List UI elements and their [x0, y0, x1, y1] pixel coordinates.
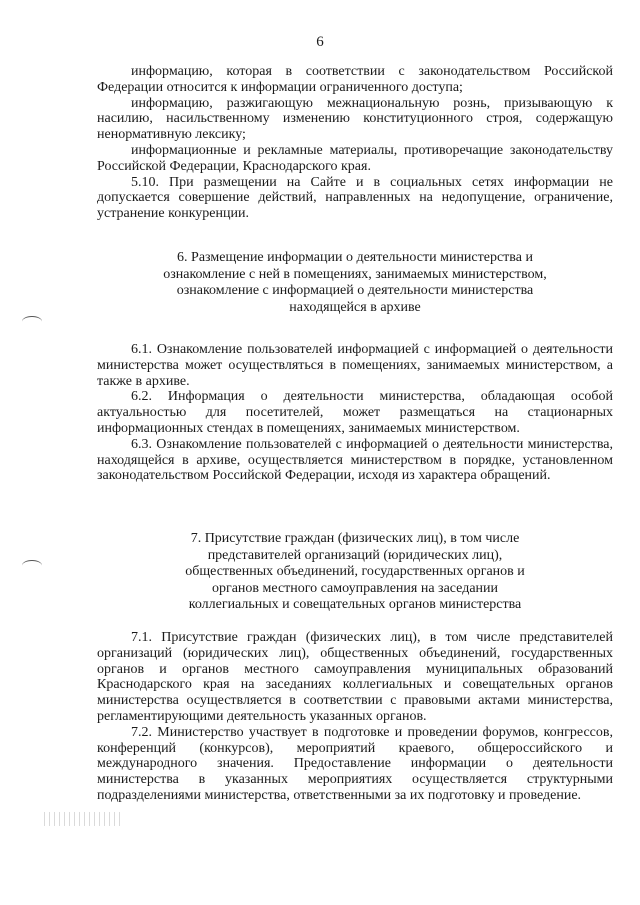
paragraph: 6.3. Ознакомление пользователей с информацией о деятельности министерства, находящейся в архиве, осуществляется министерством в порядке, установленном законодательством Российской Федерации, исходя из характера обращений. [97, 436, 613, 484]
heading-line: находящейся в архиве [289, 299, 421, 315]
scan-noise [44, 812, 122, 826]
binder-hole-mark [22, 560, 42, 571]
heading-line: 6. Размещение информации о деятельности министерства и [177, 250, 533, 265]
paragraph: информацию, которая в соответствии с законодательством Российской Федерации относится к информации ограниченного доступа; [97, 64, 613, 95]
heading-line: органов местного самоуправления на заседании [211, 580, 499, 596]
binder-hole-mark [22, 316, 42, 327]
heading-line: представителей организаций (юридических лиц), [207, 547, 503, 563]
section7-heading [120, 531, 590, 614]
heading-line: 7. Присутствие граждан (физических лиц), в том числе [190, 531, 520, 546]
paragraph: 7.2. Министерство участвует в подготовке и проведении форумов, конгрессов, конференций (конкурсов), мероприятий краевого, общероссийского и международного значения. Предоставление информации о деятельности министерства в указанных мероприятиях осуществляется структурными подразделениями министерства, ответственными за их подготовку и проведение. [97, 724, 613, 803]
paragraph: 7.1. Присутствие граждан (физических лиц), в том числе представителей организаций (юридических лиц), общественных объединений, государственных органов и органов местного самоуправления муниципальных образований Краснодарского края на заседаниях коллегиальных и совещательных органов министерства осуществляется в соответствии с правовыми актами министерства, регламентирующими деятельность указанных органов. [97, 630, 613, 724]
paragraph: информационные и рекламные материалы, противоречащие законодательству Российской Федерации, Краснодарского края. [97, 142, 613, 174]
heading-line: общественных объединений, государственных органов и [185, 564, 525, 579]
heading-line: ознакомление с ней в помещениях, занимаемых министерством, [163, 266, 547, 282]
section6-text [97, 342, 613, 484]
heading-line: ознакомление с информацией о деятельности министерства [176, 283, 534, 298]
paragraph: 6.2. Информация о деятельности министерства, обладающая особой актуальностью для посетителей, может размещаться на стационарных информационных стендах в помещениях, занимаемых министерством. [97, 389, 613, 436]
paragraph: 6.1. Ознакомление пользователей информацией с информацией о деятельности министерства может осуществляться в помещениях, занимаемых министерством, а также в архиве. [97, 342, 613, 389]
section6-heading [120, 250, 590, 316]
section5-text [97, 64, 613, 222]
page-number: 6 [316, 34, 324, 50]
section7-text [97, 630, 613, 804]
heading-line: коллегиальных и совещательных органов министерства [188, 597, 522, 612]
paragraph: 5.10. При размещении на Сайте и в социальных сетях информации не допускается совершение действий, направленных на недопущение, ограничение, устранение конкуренции. [97, 174, 613, 222]
paragraph: информацию, разжигающую межнациональную рознь, призывающую к насилию, насильственному изменению конституционного строя, содержащую ненормативную лексику; [97, 95, 613, 143]
